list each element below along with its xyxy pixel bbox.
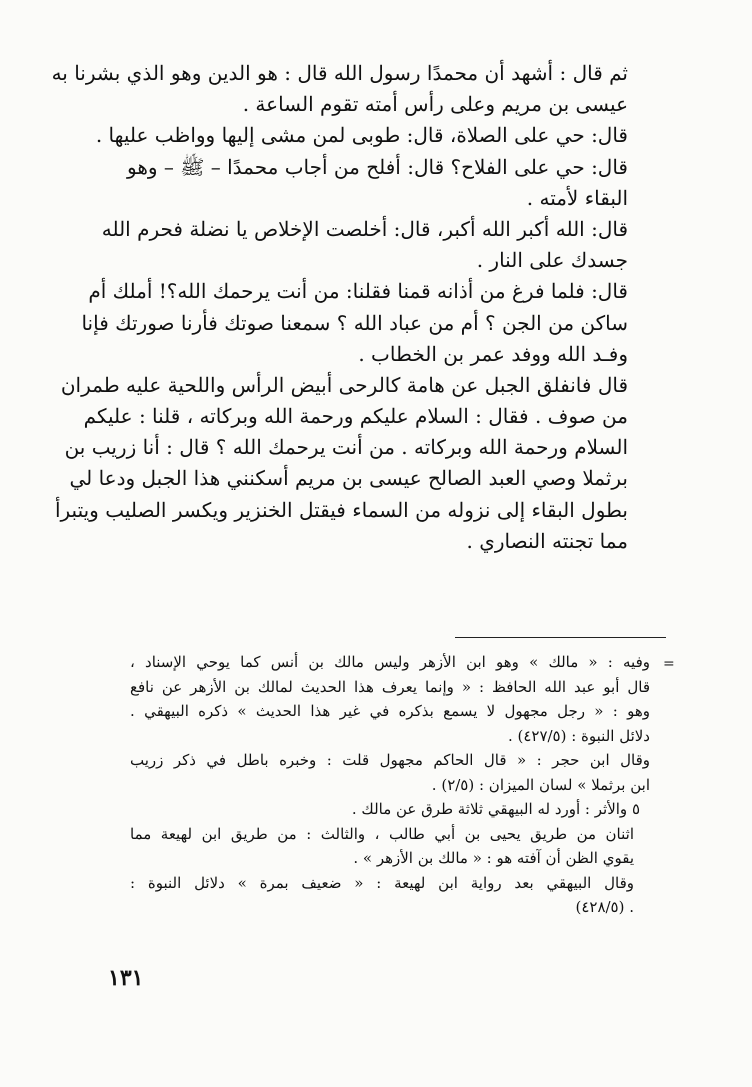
footnote-line: وهو : « رجل مجهول لا يسمع بذكره في غير هذا الحديث » ذكره البيهقي . xyxy=(130,702,650,720)
main-text-line: عيسى بن مريم وعلى رأس أمته تقوم الساعة . xyxy=(242,92,628,117)
footnote-line: وقال البيهقي بعد رواية ابن لهيعة : « ضعيف بمرة » دلائل النبوة : xyxy=(130,873,634,892)
footnote-line: وقال ابن حجر : « قال الحاكم مجهول قلت : وخبره باطل في ذكر زريب xyxy=(130,751,650,769)
footnote-line: اثنان من طريق يحيى بن أبي طالب ، والثالث : من طريق ابن لهيعة مما xyxy=(130,824,634,843)
footnote-line: قال أبو عبد الله الحافظ : « وإنما يعرف هذا الحديث لمالك بن الأزهر عن نافع xyxy=(130,677,650,696)
main-text-line: من صوف . فقال : السلام عليكم ورحمة الله وبركاته ، قلنا : عليكم xyxy=(83,404,628,429)
main-text-line: البقاء لأمته . xyxy=(526,185,628,210)
footnote-line: يقوي الظن أن آفته هو : « مالك بن الأزهر » . xyxy=(353,849,634,867)
footnote-line: دلائل النبوة : (٤٢٧/٥) . xyxy=(507,726,650,745)
main-text-line: وفـد الله ووفد عمر بن الخطاب . xyxy=(358,341,628,366)
main-text-line: قال: حي على الفلاح؟ قال: أفلح من أجاب محمدًا – ﷺ – وهو xyxy=(127,154,628,179)
footnote-line: ٥ والأثر : أورد له البيهقي ثلاثة طرق عن مالك . xyxy=(351,800,640,818)
main-text-line: بطول البقاء إلى نزوله من السماء فيقتل الخنزير ويكسر الصليب ويتبرأ xyxy=(54,497,628,522)
main-text-block xyxy=(51,58,628,557)
footnotes-block xyxy=(130,650,650,920)
page-number: ١٣١ xyxy=(108,965,144,991)
main-text-line: قال: حي على الصلاة، قال: طوبى لمن مشى إليها وواظب عليها . xyxy=(95,123,628,148)
main-text-line: ساكن من الجن ؟ أم من عباد الله ؟ سمعنا صوتك فأرنا صورتك فإنا xyxy=(81,310,628,335)
footnote-line: وفيه : « مالك » وهو ابن الأزهر وليس مالك بن أنس كما يوحي الإسناد ، xyxy=(130,653,650,671)
main-text-line: مما تجنته النصاري . xyxy=(466,528,628,553)
main-text-line: ثم قال : أشهد أن محمدًا رسول الله قال : هو الدين وهو الذي بشرنا به xyxy=(51,61,628,85)
footnote-line: ابن برثملا » لسان الميزان : (٢/٥) . xyxy=(431,775,650,794)
main-text-line: قال فانفلق الجبل عن هامة كالرحى أبيض الرأس واللحية عليه طمران xyxy=(60,372,628,397)
main-text-line: قال: فلما فرغ من أذانه قمنا فقلنا: من أنت يرحمك الله؟! أملك أم xyxy=(88,279,628,304)
main-text-line: قال: الله أكبر الله أكبر، قال: أخلصت الإخلاص يا نضلة فحرم الله xyxy=(101,216,628,241)
main-text-line: جسدك على النار . xyxy=(476,248,628,273)
footnote-continuation-marker: = xyxy=(663,656,675,672)
footnote-separator xyxy=(455,637,666,638)
main-text-line: السلام ورحمة الله وبركاته . من أنت يرحمك الله ؟ قال : أنا زريب بن xyxy=(64,435,628,460)
footnote-line: . (٤٢٨/٥) xyxy=(575,898,634,916)
main-text-line: برثملا وصي العبد الصالح عيسى بن مريم أسكنني هذا الجبل ودعا لي xyxy=(69,466,628,491)
